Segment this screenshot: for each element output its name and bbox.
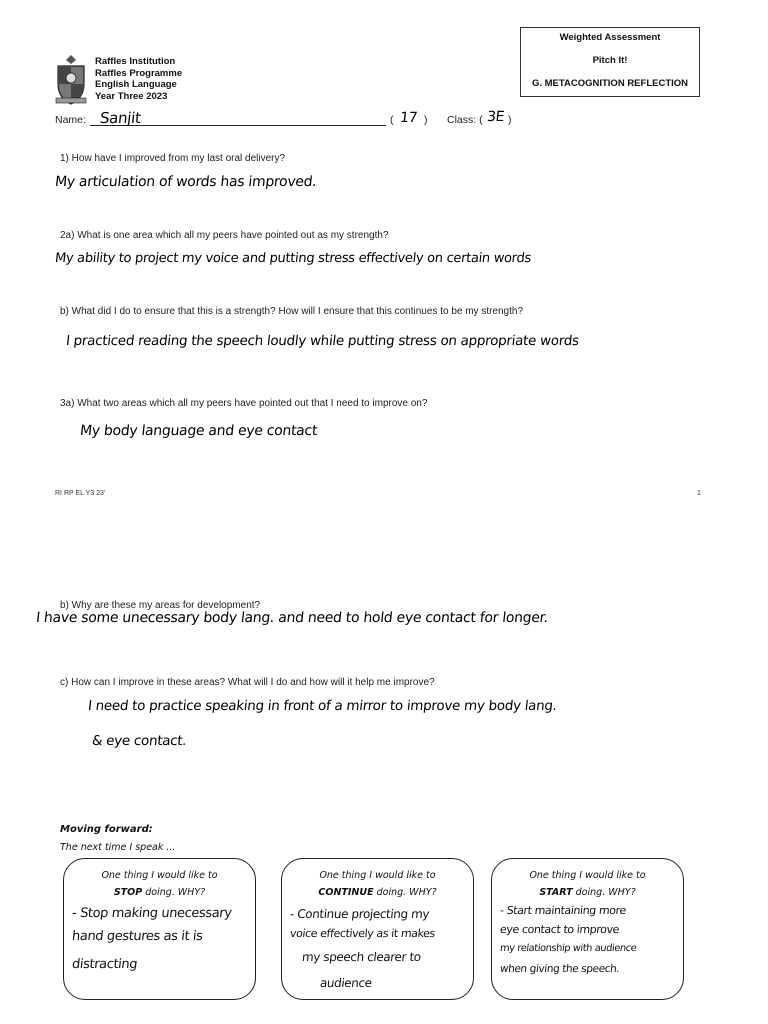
stop-card-prompt [64, 867, 255, 901]
continue-card-answer-line1: - Continue projecting my [289, 907, 430, 921]
stop-card-answer-line2: hand gestures as it is [71, 929, 204, 944]
continue-card [281, 858, 474, 1000]
school-crest-logo [55, 54, 87, 106]
stop-keyword: STOP [113, 887, 143, 898]
footer-code: RI RP EL Y3 23' [55, 490, 106, 497]
answer-2a: My ability to project my voice and putting stress effectively on certain words [54, 251, 532, 266]
start-keyword: START [539, 887, 573, 898]
continue-card-answer-line4: audience [319, 976, 373, 990]
stop-card-prompt-line1: One thing I would like to [101, 870, 218, 881]
stop-card-prompt-line2 [64, 884, 255, 901]
stop-card-answer-line3: distracting [71, 957, 138, 972]
continue-card-answer-line3: my speech clearer to [301, 950, 422, 964]
answer-2b: I practiced reading the speech loudly while putting stress on appropriate words [65, 333, 580, 349]
continue-card-prompt-line2 [282, 884, 473, 901]
moving-forward-heading: Moving forward: [60, 824, 153, 835]
continue-card-prompt-line1: One thing I would like to [319, 870, 436, 881]
class-value: 3E [486, 109, 505, 125]
answer-3a: My body language and eye contact [79, 423, 318, 439]
assessment-subtitle: Pitch It! [592, 55, 628, 66]
index-open: ( [390, 114, 394, 126]
start-card [491, 858, 684, 1000]
class-label: Class: ( [447, 114, 483, 126]
page-number: 1 [697, 490, 701, 497]
name-label: Name: [55, 114, 86, 126]
index-close: ) [424, 114, 428, 126]
assessment-section: G. METACOGNITION REFLECTION [531, 78, 689, 89]
answer-3b: I have some unecessary body lang. and need to hold eye contact for longer. [35, 610, 549, 626]
question-1: 1) How have I improved from my last oral delivery? [60, 153, 286, 164]
start-card-answer-line3: my relationship with audience [499, 943, 637, 954]
question-2a: 2a) What is one area which all my peers have pointed out as my strength? [60, 230, 389, 241]
question-2b: b) What did I do to ensure that this is a strength? How will I ensure that this continues to be my strength? [60, 306, 524, 317]
question-3a: 3a) What two areas which all my peers have pointed out that I need to improve on? [60, 398, 428, 409]
stop-card-prompt-tail: doing. WHY? [142, 887, 206, 898]
school-name: Raffles Institution [95, 56, 176, 67]
subject-name: English Language [95, 79, 177, 90]
question-3c: c) How can I improve in these areas? What will I do and how will it help me improve? [60, 677, 435, 688]
year-name: Year Three 2023 [95, 90, 168, 102]
start-card-answer-line1: - Start maintaining more [499, 904, 627, 917]
answer-3c-line1: I need to practice speaking in front of a mirror to improve my body lang. [87, 698, 558, 714]
continue-card-answer-line2: voice effectively as it makes [289, 927, 436, 940]
assessment-title: Weighted Assessment [559, 32, 661, 43]
student-name: Sanjit [99, 109, 142, 127]
school-info [95, 56, 182, 102]
start-card-prompt-tail: doing. WHY? [572, 887, 636, 898]
class-close: ) [508, 114, 512, 126]
start-card-prompt [492, 867, 683, 901]
start-card-prompt-line1: One thing I would like to [529, 870, 646, 881]
continue-card-prompt [282, 867, 473, 901]
programme-name: Raffles Programme [95, 67, 183, 79]
answer-3c-line2: & eye contact. [91, 733, 188, 749]
continue-keyword: CONTINUE [318, 887, 374, 898]
index-number: 17 [399, 110, 419, 126]
assessment-box [520, 27, 700, 97]
start-card-answer-line2: eye contact to improve [499, 923, 620, 936]
stop-card-answer-line1: - Stop making unecessary [71, 906, 233, 921]
question-3b: b) Why are these my areas for development? [60, 600, 261, 611]
stop-card [63, 858, 256, 1000]
start-card-answer-line4: when giving the speech. [499, 963, 620, 975]
answer-1: My articulation of words has improved. [54, 174, 318, 190]
continue-card-prompt-tail: doing. WHY? [373, 887, 437, 898]
moving-forward-subheading: The next time I speak ... [60, 842, 176, 853]
